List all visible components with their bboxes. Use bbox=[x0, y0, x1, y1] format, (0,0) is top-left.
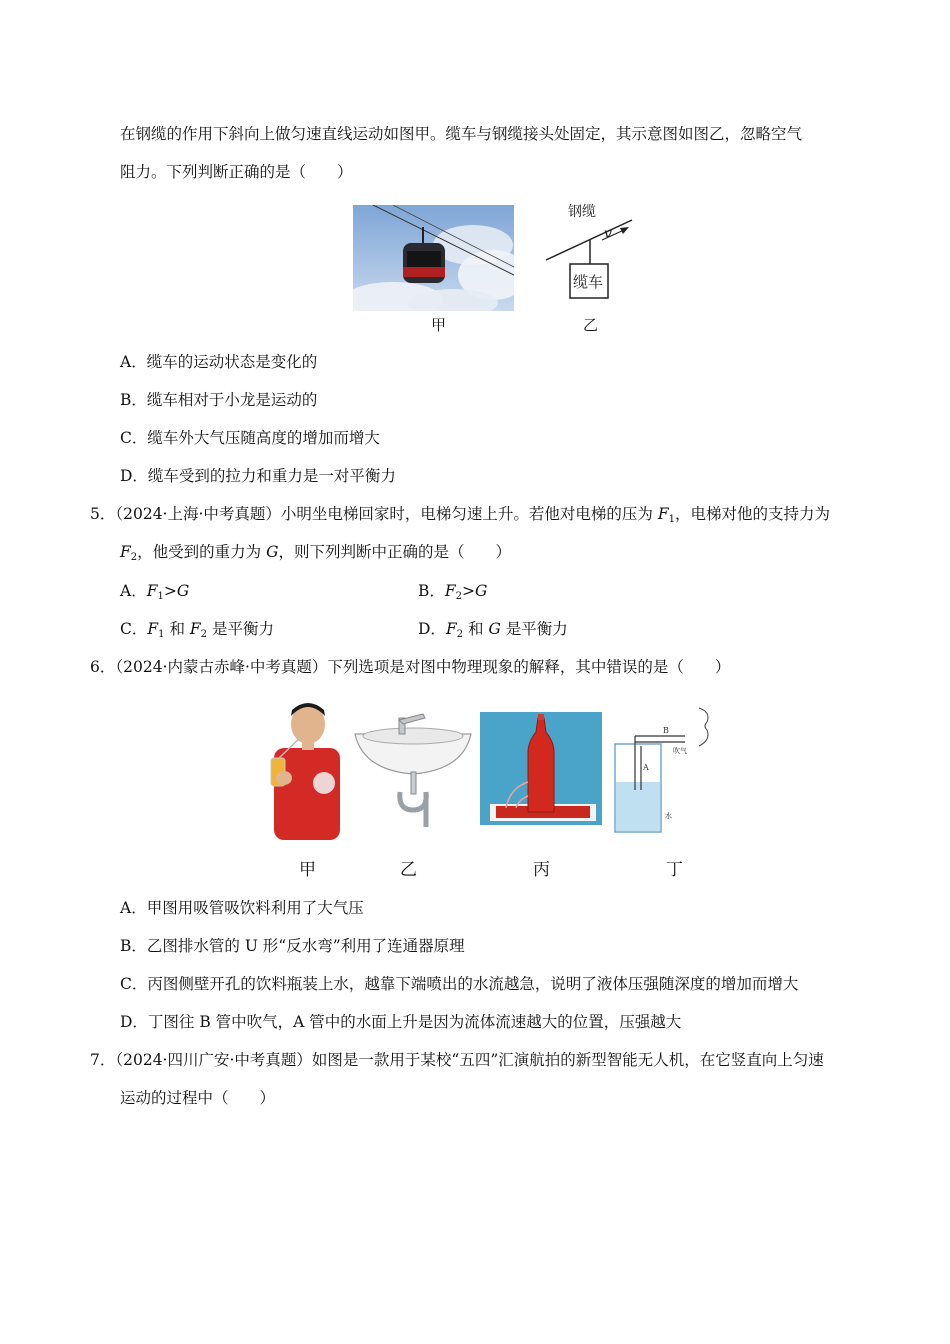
q4-option-d: D．缆车受到的拉力和重力是一对平衡力 bbox=[120, 467, 396, 485]
fig-caption-yi: 乙 bbox=[583, 316, 599, 334]
sink-image bbox=[353, 712, 473, 827]
diagram-car-label: 缆车 bbox=[573, 273, 604, 291]
q4-option-b: B．缆车相对于小龙是运动的 bbox=[120, 391, 318, 409]
q5-option-c: C．$F_1$ 和 $F_2$ 是平衡力 bbox=[120, 620, 274, 640]
q6-option-b: B．乙图排水管的 U 形“反水弯”利用了连通器原理 bbox=[120, 937, 465, 955]
diagram-cable-label: 钢缆 bbox=[568, 204, 596, 220]
q4-stem-line1: 在钢缆的作用下斜向上做匀速直线运动如图甲。缆车与钢缆接头处固定，其示意图如图乙，忽略空气 bbox=[120, 125, 803, 143]
q7-stem-line2: 运动的过程中（ ） bbox=[120, 1089, 276, 1107]
boy-drinking-image bbox=[266, 698, 348, 843]
q6-option-d: D．丁图往 B 管中吹气，A 管中的水面上升是因为流体流速越大的位置，压强越大 bbox=[120, 1013, 682, 1031]
q5-option-b: B．$F_2>G$ bbox=[418, 582, 488, 602]
cable-car-photo bbox=[353, 205, 514, 311]
q4-option-c: C．缆车外大气压随高度的增加而增大 bbox=[120, 429, 380, 447]
q6-caption-ding: 丁 bbox=[666, 860, 683, 880]
q5-stem-line2: $F_2$，他受到的重力为 G，则下列判断中正确的是（ ） bbox=[120, 543, 511, 563]
q5-option-d: D．$F_2$ 和 G 是平衡力 bbox=[418, 620, 568, 640]
bottle-spray-image bbox=[480, 712, 602, 825]
q6-stem: 6．（2024·内蒙古赤峰·中考真题）下列选项是对图中物理现象的解释，其中错误的是（ ） bbox=[90, 658, 731, 676]
cable-car-diagram bbox=[540, 198, 640, 306]
q4-stem-line2: 阻力。下列判断正确的是（ ） bbox=[120, 163, 353, 181]
tube-b-label: B bbox=[663, 726, 669, 735]
diagram-velocity-label: v bbox=[604, 226, 612, 242]
q6-caption-yi: 乙 bbox=[400, 860, 417, 880]
q6-option-a: A．甲图用吸管吸饮料利用了大气压 bbox=[120, 899, 364, 917]
water-label: 水 bbox=[665, 812, 672, 820]
q7-stem-line1: 7．（2024·四川广安·中考真题）如图是一款用于某校“五四”汇演航拍的新型智能无人机，在它竖直向上匀速 bbox=[90, 1051, 824, 1069]
blow-label: 吹气 bbox=[673, 747, 687, 755]
q5-stem-line1: 5．（2024·上海·中考真题）小明坐电梯回家时，电梯匀速上升。若他对电梯的压为 $F_1$，电梯对他的支持力为 bbox=[90, 505, 830, 525]
tube-a-label: A bbox=[643, 763, 649, 772]
fig-caption-jia: 甲 bbox=[431, 316, 447, 334]
q6-caption-jia: 甲 bbox=[299, 860, 316, 880]
q4-option-a: A．缆车的运动状态是变化的 bbox=[120, 353, 318, 371]
q5-option-a: A．$F_1>G$ bbox=[120, 582, 190, 602]
q6-caption-bing: 丙 bbox=[533, 860, 550, 880]
q6-option-c: C．丙图侧壁开孔的饮料瓶装上水，越靠下端喷出的水流越急，说明了液体压强随深度的增加而增大 bbox=[120, 975, 799, 993]
beaker-tube-image bbox=[607, 700, 725, 836]
